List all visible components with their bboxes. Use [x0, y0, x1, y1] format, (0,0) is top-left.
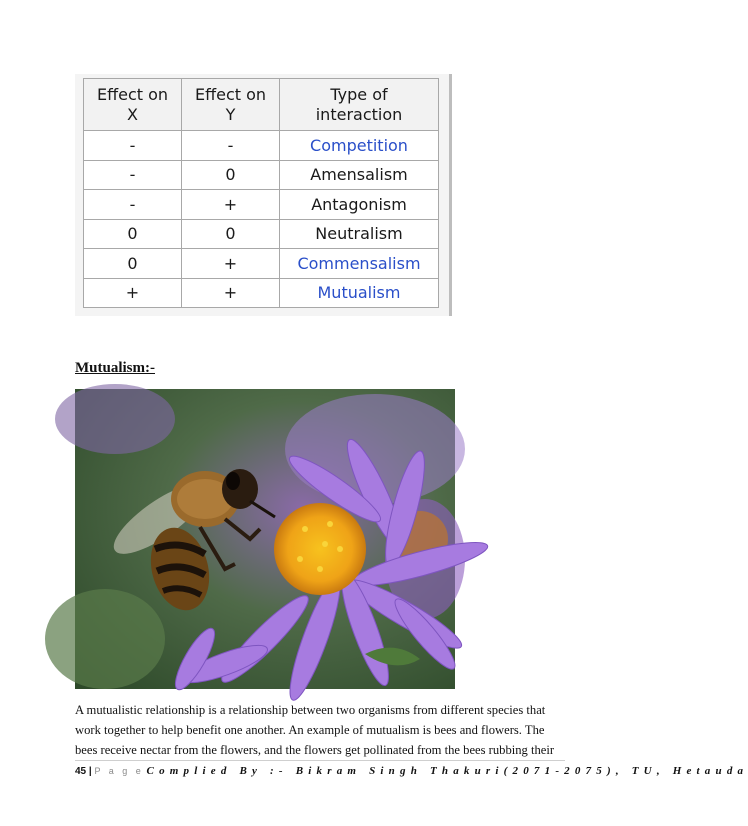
header-type-line1: Type of: [330, 84, 388, 104]
footer-credit: Complied By :- Bikram Singh Thakuri(2071-2075), TU, Hetauda: [146, 765, 748, 777]
bee-on-aster-photo: [75, 389, 455, 689]
link-commensalism[interactable]: Commensalism: [280, 249, 439, 279]
footer-divider: [75, 760, 565, 761]
cell-effect-x: -: [84, 131, 182, 161]
cell-effect-x: +: [84, 278, 182, 308]
header-effect-y: [182, 79, 280, 131]
cell-interaction-type: Amensalism: [280, 160, 439, 190]
interaction-table: [83, 78, 439, 308]
cell-interaction-type: Neutralism: [280, 219, 439, 249]
cell-interaction-type: Antagonism: [280, 190, 439, 220]
cell-effect-y: +: [182, 278, 280, 308]
cell-effect-x: 0: [84, 249, 182, 279]
paragraph-line: work together to help benefit one another. An example of mutualism is bees and flowers. The: [75, 723, 545, 737]
cell-effect-y: 0: [182, 160, 280, 190]
interaction-table-image: [75, 74, 452, 316]
mutualism-paragraph: [75, 700, 565, 760]
link-mutualism[interactable]: Mutualism: [280, 278, 439, 308]
cell-effect-y: +: [182, 190, 280, 220]
header-interaction-type: [280, 79, 439, 131]
table-row: [84, 160, 439, 190]
header-effect-y-line1: Effect on: [194, 84, 267, 104]
cell-effect-x: -: [84, 160, 182, 190]
bee-flower-illustration: [75, 389, 455, 689]
page-footer: [75, 765, 748, 777]
footer-separator: |: [88, 766, 92, 777]
table-header-row: [84, 79, 439, 131]
paragraph-line: bees receive nectar from the flowers, and the flowers get pollinated from the bees rubbing their: [75, 743, 555, 757]
header-effect-x-line2: X: [127, 104, 138, 124]
image-edge: [449, 74, 452, 316]
cell-effect-x: -: [84, 190, 182, 220]
header-effect-y-line2: Y: [225, 104, 236, 124]
table-row: [84, 131, 439, 161]
cell-effect-y: +: [182, 249, 280, 279]
page-number: 45: [75, 766, 87, 777]
cell-effect-y: -: [182, 131, 280, 161]
header-type-line2: interaction: [315, 104, 403, 124]
cell-effect-x: 0: [84, 219, 182, 249]
header-effect-x: [84, 79, 182, 131]
page-label: P a g e: [94, 766, 144, 776]
section-heading-mutualism: Mutualism:-: [75, 360, 155, 376]
table-row: [84, 249, 439, 279]
header-effect-x-line1: Effect on: [96, 84, 169, 104]
table-row: [84, 278, 439, 308]
table-row: [84, 219, 439, 249]
link-competition[interactable]: Competition: [280, 131, 439, 161]
table-row: [84, 190, 439, 220]
paragraph-line: A mutualistic relationship is a relationship between two organisms from different species that: [75, 703, 546, 717]
cell-effect-y: 0: [182, 219, 280, 249]
